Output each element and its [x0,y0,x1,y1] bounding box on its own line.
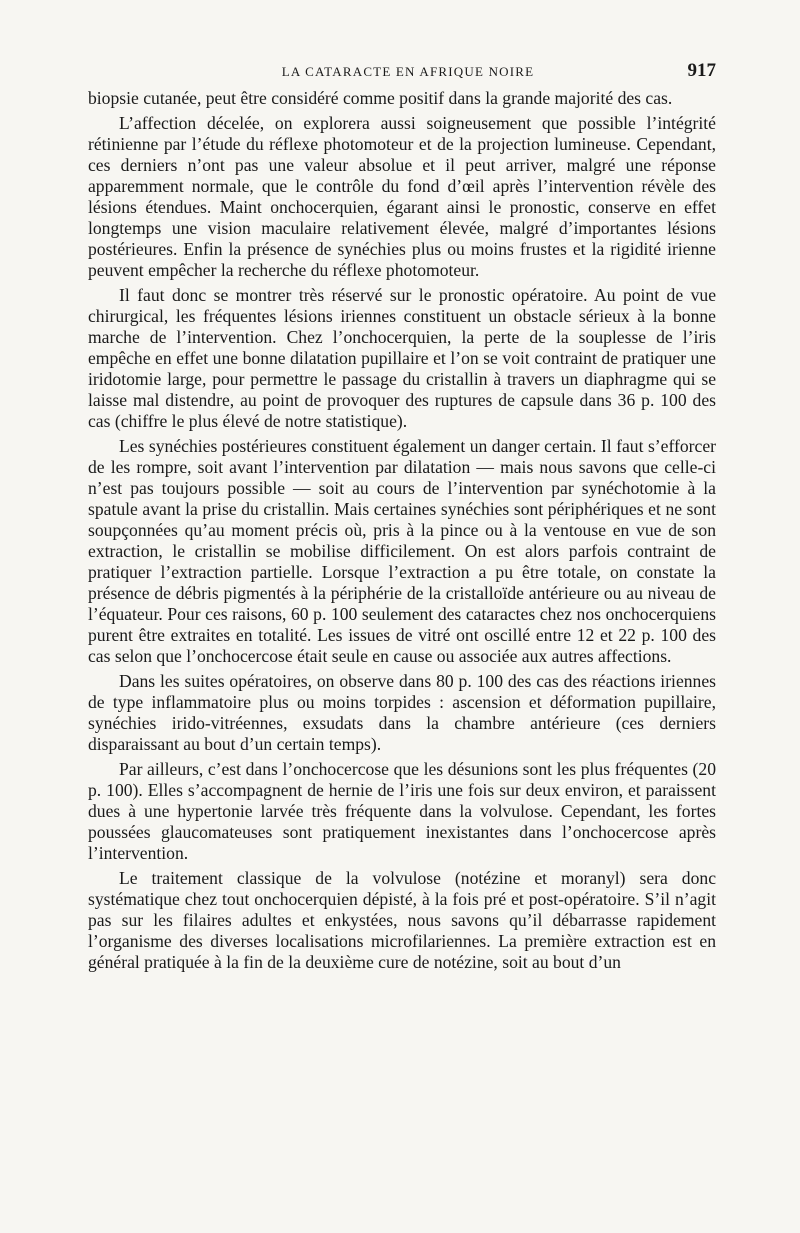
paragraph-traitement: Le traitement classique de la volvulose (notézine et moranyl) sera donc systématique chez tout onchocerquien dépisté, à la fois pré et post-opératoire. S’il n’agit pas sur les filaires adultes et enkystées, nous savons qu’il débarrasse rapidement l’organisme des diverses localisations microfilariennes. La première extraction est en général pratiquée à la fin de la deuxième cure de notézine, soit au bout d’un [88,868,716,972]
running-title: LA CATARACTE EN AFRIQUE NOIRE [281,64,535,79]
paragraph-suites-operatoires: Dans les suites opératoires, on observe dans 80 p. 100 des cas des réactions iriennes de type inflammatoire plus ou moins torpides : ascension et déformation pupillaire, synéchies irido-vitréennes, exsudats dans la chambre antérieure (ces derniers disparaissant au bout d’un certain temps). [88,671,716,754]
paragraph-affection: L’affection décelée, on explorera aussi soigneusement que possible l’intégrité rétinienne par l’étude du réflexe photomoteur et de la projection lumineuse. Cependant, ces derniers n’ont pas une valeur absolue et il peut arriver, malgré une réponse apparemment normale, que le contrôle du fond d’œil après l’intervention révèle des lésions étendues. Maint onchocerquien, égarant ainsi le pronostic, conserve en effet longtemps une vision maculaire relativement élevée, malgré d’importantes lésions postérieures. Enfin la présence de synéchies plus ou moins frustes et la rigidité irienne peuvent empêcher la recherche du réflexe photomoteur. [88,113,716,280]
paragraph-desunions: Par ailleurs, c’est dans l’onchocercose que les désunions sont les plus fréquentes (20 p. 100). Elles s’accompagnent de hernie de l’iris une fois sur deux environ, et paraissent dues à une hypertonie larvée très fréquente dans la volvulose. Cependant, les fortes poussées glaucomateuses sont pratiquement inexistantes dans l’onchocercose après l’intervention. [88,759,716,863]
paragraph-continuation: biopsie cutanée, peut être considéré comme positif dans la grande majorité des cas. [88,88,673,108]
body-text [88,88,716,973]
document-page [88,58,716,973]
paragraph-synechies: Les synéchies postérieures constituent également un danger certain. Il faut s’efforcer de les rompre, soit avant l’intervention par dilatation — mais nous savons que celle-ci n’est pas toujours possible — soit au cours de l’intervention par synéchotomie à la spatule avant la prise du cristallin. Mais certaines synéchies sont périphériques et ne sont soupçonnées qu’au moment précis où, pris à la pince ou à la ventouse en vue de son extraction, le cristallin se mobilise difficilement. On est alors parfois contraint de pratiquer l’extraction partielle. Lorsque l’extraction a pu être totale, on constate la présence de débris pigmentés à la périphérie de la cristalloïde antérieure ou au niveau de l’équateur. Pour ces raisons, 60 p. 100 seulement des cataractes chez nos onchocerquiens purent être extraites en totalité. Les issues de vitré ont oscillé entre 12 et 22 p. 100 des cas selon que l’onchocercose était seule en cause ou associée aux autres affections. [88,436,716,666]
page-number: 917 [687,60,716,81]
paragraph-pronostic: Il faut donc se montrer très réservé sur le pronostic opératoire. Au point de vue chirurgical, les fréquentes lésions iriennes constituent un obstacle sérieux à la bonne marche de l’intervention. Chez l’onchocerquien, la perte de la souplesse de l’iris empêche en effet une bonne dilatation pupillaire et l’on se voit contraint de pratiquer une iridotomie large, pour permettre le passage du cristallin à travers un diaphragme qui se laisse mal distendre, au point de provoquer des ruptures de capsule dans 36 p. 100 des cas (chiffre le plus élevé de notre statistique). [88,285,716,431]
running-header [88,58,716,86]
